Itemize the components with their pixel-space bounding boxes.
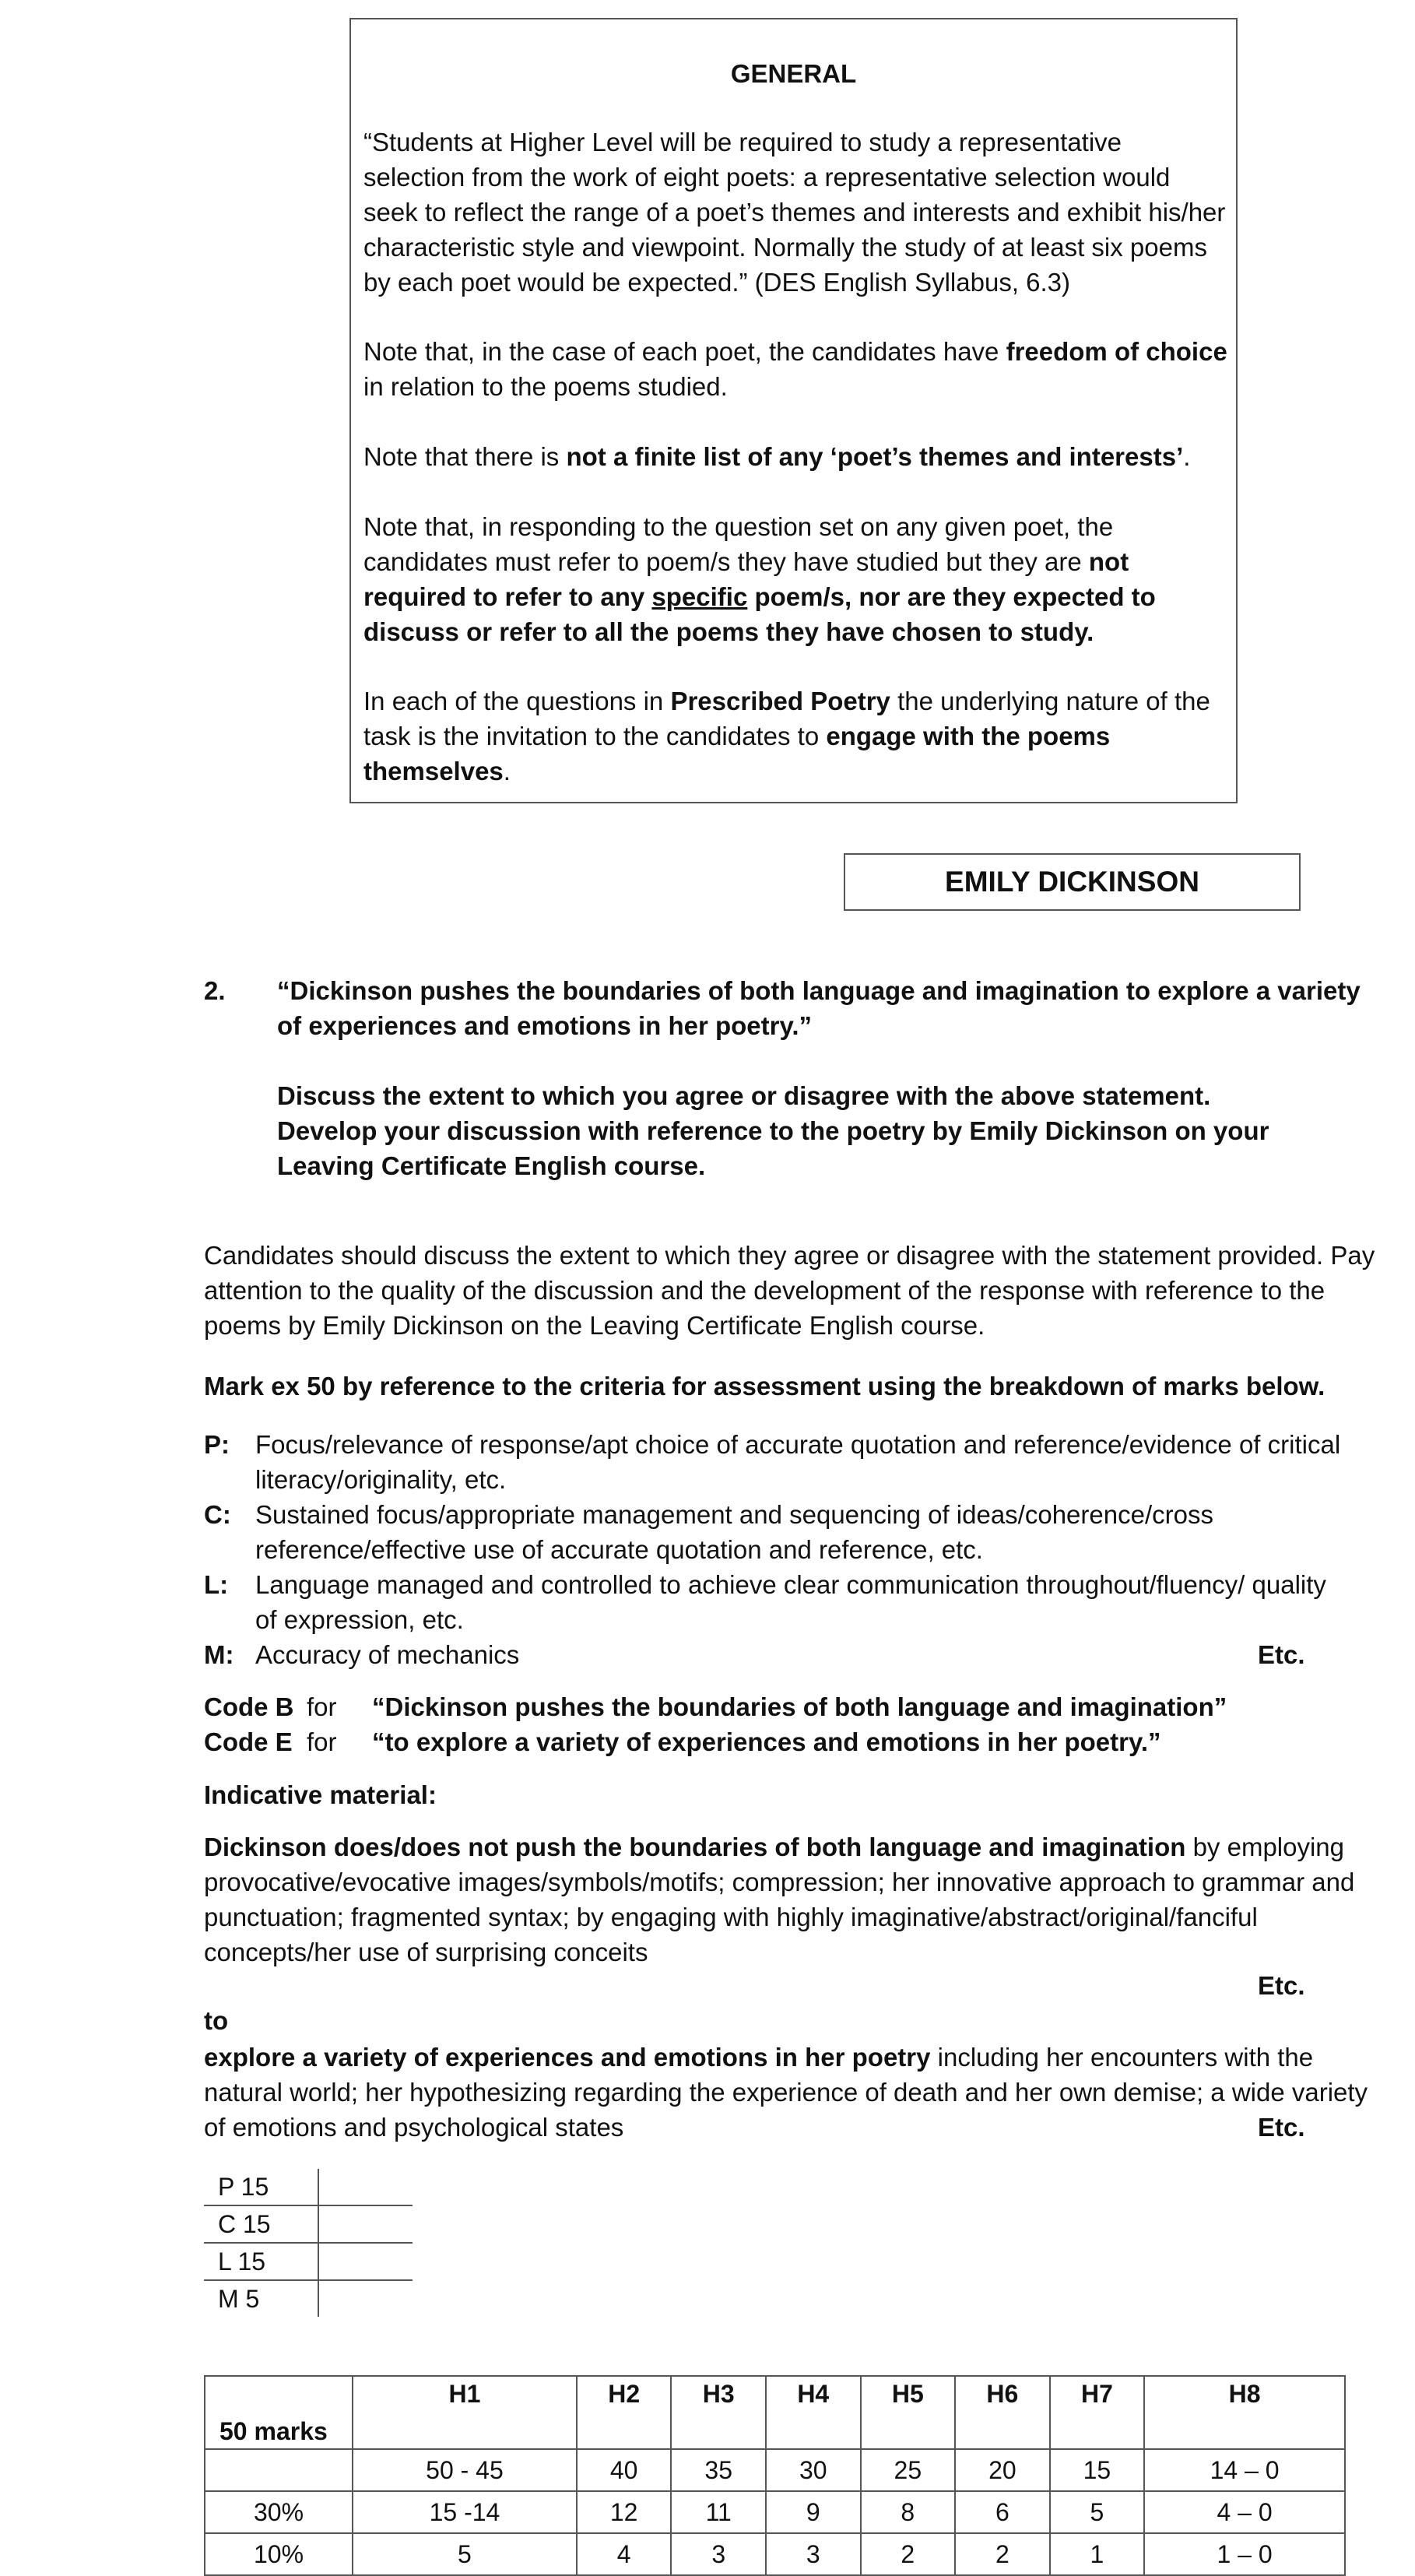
general-heading: GENERAL	[730, 59, 857, 88]
question-number: 2.	[204, 976, 226, 1005]
poet-title: EMILY DICKINSON	[844, 853, 1301, 911]
mark-ex-instruction: Mark ex 50 by reference to the criteria for assessment using the breakdown of marks below.	[204, 1372, 1325, 1400]
table-cell: 20	[955, 2449, 1050, 2491]
grade-header-h2: H2	[577, 2376, 672, 2449]
marks-breakdown-table	[204, 2169, 413, 2317]
grade-header-h7: H7	[1050, 2376, 1145, 2449]
grade-bands-table	[204, 2375, 1346, 2576]
table-row	[205, 2491, 1345, 2533]
table-cell: 30	[766, 2449, 861, 2491]
row-label: 10%	[205, 2533, 353, 2575]
table-cell: 4	[577, 2533, 672, 2575]
table-cell: 2	[861, 2533, 956, 2575]
grade-header-h4: H4	[766, 2376, 861, 2449]
code-b-label: Code B	[204, 1692, 294, 1721]
table-cell: 25	[861, 2449, 956, 2491]
table-cell: 4 – 0	[1144, 2491, 1345, 2533]
indicative-experiences-emotions: explore a variety of experiences and emotions in her poetry including her encounters with the natural world; her hypothesizing regarding the experience of death and her own demise; a wide variety of emotions and psychological states	[204, 2043, 1368, 2142]
indicative-language-imagination: Dickinson does/does not push the boundaries of both language and imagination by employing provocative/evocative images/symbols/motifs; compression; her innovative approach to grammar and punctuation; fragmented syntax; by engaging with highly imaginative/abstract/original/fanciful concepts/her use of surprising conceits	[204, 1833, 1355, 1966]
marks-p: P 15	[204, 2169, 318, 2205]
code-e-for: for	[307, 1727, 337, 1756]
marks-l-entry	[318, 2243, 413, 2280]
table-cell: 14 – 0	[1144, 2449, 1345, 2491]
criterion-c-label: C:	[204, 1500, 231, 1529]
table-cell: 1 – 0	[1144, 2533, 1345, 2575]
question-statement: “Dickinson pushes the boundaries of both language and imagination to explore a variety of experiences and emotions in her poetry.”	[277, 976, 1361, 1040]
grade-header-h8: H8	[1144, 2376, 1345, 2449]
table-cell: 9	[766, 2491, 861, 2533]
table-cell: 35	[671, 2449, 766, 2491]
code-b-for: for	[307, 1692, 337, 1721]
table-cell: 1	[1050, 2533, 1145, 2575]
code-e-text: “to explore a variety of experiences and emotions in her poetry.”	[372, 1727, 1161, 1756]
table-cell: 6	[955, 2491, 1050, 2533]
etc-indicative-1: Etc.	[1258, 1971, 1305, 2000]
etc-criteria: Etc.	[1258, 1640, 1305, 1669]
table-cell: 5	[353, 2533, 577, 2575]
criterion-l-text: Language managed and controlled to achieve clear communication throughout/fluency/ quality of expression, etc.	[255, 1570, 1326, 1634]
criterion-p-label: P:	[204, 1430, 230, 1459]
row-label	[205, 2449, 353, 2491]
themes-note: Note that there is not a finite list of any ‘poet’s themes and interests’.	[363, 442, 1191, 471]
question-instruction-1: Discuss the extent to which you agree or disagree with the above statement.	[277, 1081, 1211, 1110]
table-cell: 40	[577, 2449, 672, 2491]
table-row	[204, 2280, 413, 2317]
table-cell: 15 -14	[353, 2491, 577, 2533]
marks-m-entry	[318, 2280, 413, 2317]
marks-c: C 15	[204, 2205, 318, 2243]
marks-p-entry	[318, 2169, 413, 2205]
to-connector: to	[204, 2006, 229, 2035]
table-cell: 11	[671, 2491, 766, 2533]
marks-c-entry	[318, 2205, 413, 2243]
etc-indicative-2: Etc.	[1258, 2113, 1305, 2142]
syllabus-quote: “Students at Higher Level will be required to study a representative selection from the work of eight poets: a representative selection would seek to reflect the range of a poet’s themes and interests and exhibit his/her characteristic style and viewpoint. Normally the study of at least six poems by each poet would be expected.” (DES English Syllabus, 6.3)	[363, 128, 1226, 297]
table-cell: 3	[671, 2533, 766, 2575]
poem-reference-note: Note that, in responding to the question set on any given poet, the candidates must refer to poem/s they have studied but they are not required to refer to any specific poem/s, nor are they expected to discuss or refer to all the poems they have chosen to study.	[363, 512, 1156, 646]
question-instruction-2: Develop your discussion with reference to the poetry by Emily Dickinson on your Leaving Certificate English course.	[277, 1116, 1269, 1180]
grade-corner-label: 50 marks	[205, 2376, 353, 2449]
marking-guidance: Candidates should discuss the extent to which they agree or disagree with the statement provided. Pay attention to the quality of the discussion and the development of the response with reference to the poems by Emily Dickinson on the Leaving Certificate English course.	[204, 1241, 1375, 1340]
grade-header-h5: H5	[861, 2376, 956, 2449]
table-row	[204, 2243, 413, 2280]
row-label: 30%	[205, 2491, 353, 2533]
freedom-of-choice-note: Note that, in the case of each poet, the candidates have freedom of choice in relation to the poems studied.	[363, 337, 1227, 401]
table-cell: 50 - 45	[353, 2449, 577, 2491]
criterion-m-label: M:	[204, 1640, 234, 1669]
table-cell: 3	[766, 2533, 861, 2575]
table-row	[204, 2205, 413, 2243]
table-row	[204, 2169, 413, 2205]
indicative-heading: Indicative material:	[204, 1780, 437, 1809]
table-cell: 5	[1050, 2491, 1145, 2533]
table-cell: 12	[577, 2491, 672, 2533]
code-b-text: “Dickinson pushes the boundaries of both language and imagination”	[372, 1692, 1227, 1721]
code-e-label: Code E	[204, 1727, 293, 1756]
grade-header-h1: H1	[353, 2376, 577, 2449]
grade-header-h6: H6	[955, 2376, 1050, 2449]
marks-l: L 15	[204, 2243, 318, 2280]
table-cell: 2	[955, 2533, 1050, 2575]
prescribed-poetry-note: In each of the questions in Prescribed Poetry the underlying nature of the task is the invitation to the candidates to engage with the poems themselves.	[363, 687, 1210, 785]
table-row	[205, 2533, 1345, 2575]
criterion-l-label: L:	[204, 1570, 229, 1599]
marks-m: M 5	[204, 2280, 318, 2317]
grade-header-h3: H3	[671, 2376, 766, 2449]
table-cell: 15	[1050, 2449, 1145, 2491]
table-cell: 8	[861, 2491, 956, 2533]
criterion-m-text: Accuracy of mechanics	[255, 1640, 520, 1669]
criterion-c-text: Sustained focus/appropriate management and sequencing of ideas/coherence/cross reference/effective use of accurate quotation and reference, etc.	[255, 1500, 1213, 1564]
criterion-p-text: Focus/relevance of response/apt choice of accurate quotation and reference/evidence of critical literacy/originality, etc.	[255, 1430, 1341, 1494]
table-row	[205, 2449, 1345, 2491]
grade-header-row	[205, 2376, 1345, 2449]
